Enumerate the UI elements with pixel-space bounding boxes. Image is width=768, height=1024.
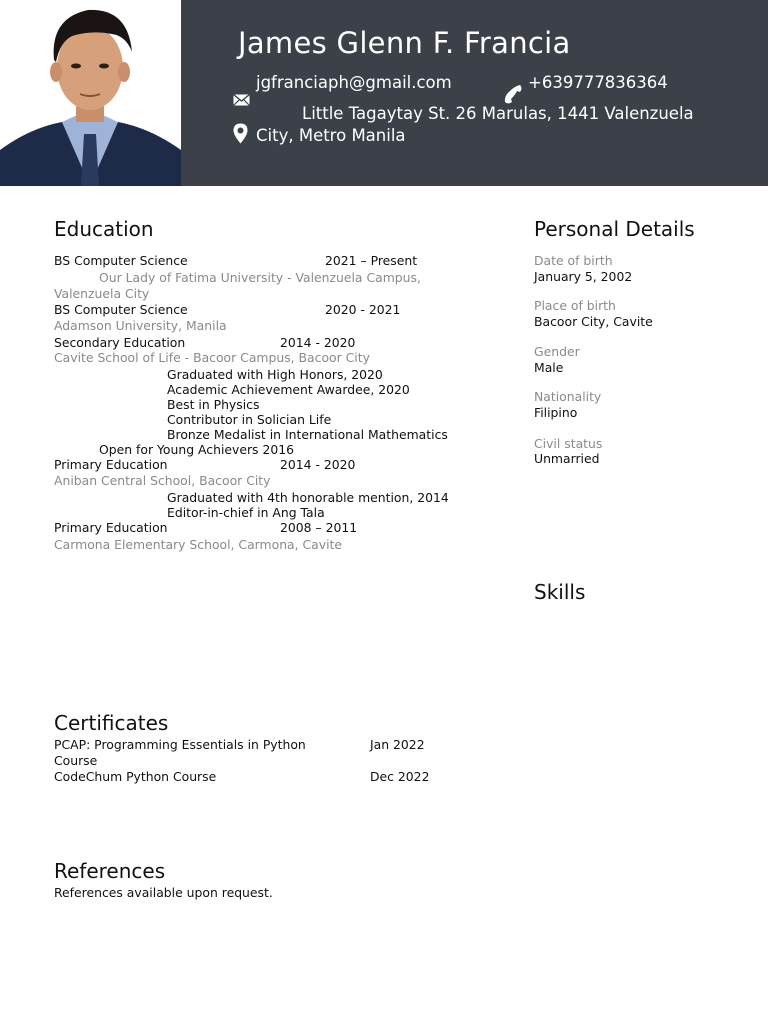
edu-4-school: Aniban Central School, Bacoor City: [54, 473, 271, 488]
edu-5-degree: Primary Education: [54, 520, 168, 535]
dob-value: January 5, 2002: [534, 269, 633, 284]
edu-4-achievement: Editor-in-chief in Ang Tala: [167, 505, 325, 520]
references-text: References available upon request.: [54, 885, 273, 900]
location-pin-icon: [233, 123, 248, 144]
cert-1-name: PCAP: Programming Essentials in Python: [54, 737, 306, 752]
edu-3-degree: Secondary Education: [54, 335, 186, 350]
email-link[interactable]: jgfranciaph@gmail.com: [256, 73, 452, 92]
edu-1-degree: BS Computer Science: [54, 253, 188, 268]
edu-3-achievement: Best in Physics: [167, 397, 260, 412]
phone-icon: [503, 84, 523, 106]
phone-number[interactable]: +639777836364: [528, 73, 668, 92]
personal-details-heading: Personal Details: [534, 217, 695, 241]
edu-2-school: Adamson University, Manila: [54, 318, 227, 333]
edu-2-degree: BS Computer Science: [54, 302, 188, 317]
edu-4-degree: Primary Education: [54, 457, 168, 472]
civil-status-value: Unmarried: [534, 451, 600, 466]
edu-3-school: Cavite School of Life - Bacoor Campus, Bacoor City: [54, 350, 370, 365]
edu-3-years: 2014 - 2020: [280, 335, 356, 350]
pob-value: Bacoor City, Cavite: [534, 314, 653, 329]
cert-2-date: Dec 2022: [370, 769, 430, 784]
edu-3-achievement: Academic Achievement Awardee, 2020: [167, 382, 410, 397]
header-bar: [0, 0, 768, 186]
edu-3-achievement: Graduated with High Honors, 2020: [167, 367, 383, 382]
nationality-value: Filipino: [534, 405, 578, 420]
edu-3-achievement: Bronze Medalist in International Mathematics: [167, 427, 448, 442]
skills-heading: Skills: [534, 580, 586, 604]
edu-4-years: 2014 - 2020: [280, 457, 356, 472]
nationality-label: Nationality: [534, 389, 602, 404]
edu-3-achievement: Contributor in Solician Life: [167, 412, 332, 427]
gender-label: Gender: [534, 344, 580, 359]
edu-1-school: Our Lady of Fatima University - Valenzuela Campus,: [99, 270, 421, 285]
cert-2-name: CodeChum Python Course: [54, 769, 217, 784]
edu-1-school-cont: Valenzuela City: [54, 286, 150, 301]
profile-photo: [0, 0, 181, 186]
cert-1-date: Jan 2022: [370, 737, 425, 752]
civil-status-label: Civil status: [534, 436, 603, 451]
address-line-2: City, Metro Manila: [256, 126, 406, 145]
edu-5-school: Carmona Elementary School, Carmona, Cavite: [54, 537, 343, 552]
address-line-1: Little Tagaytay St. 26 Marulas, 1441 Valenzuela: [302, 104, 694, 123]
pob-label: Place of birth: [534, 298, 616, 313]
edu-5-years: 2008 – 2011: [280, 520, 358, 535]
cert-1-name-cont: Course: [54, 753, 98, 768]
references-heading: References: [54, 859, 166, 883]
edu-3-achievement-cont: Open for Young Achievers 2016: [99, 442, 294, 457]
gender-value: Male: [534, 360, 564, 375]
dob-label: Date of birth: [534, 253, 613, 268]
education-heading: Education: [54, 217, 154, 241]
certificates-heading: Certificates: [54, 711, 169, 735]
edu-1-years: 2021 – Present: [325, 253, 418, 268]
edu-4-achievement: Graduated with 4th honorable mention, 2014: [167, 490, 449, 505]
mail-icon: [233, 94, 250, 106]
edu-2-years: 2020 - 2021: [325, 302, 401, 317]
candidate-name: James Glenn F. Francia: [238, 26, 571, 60]
